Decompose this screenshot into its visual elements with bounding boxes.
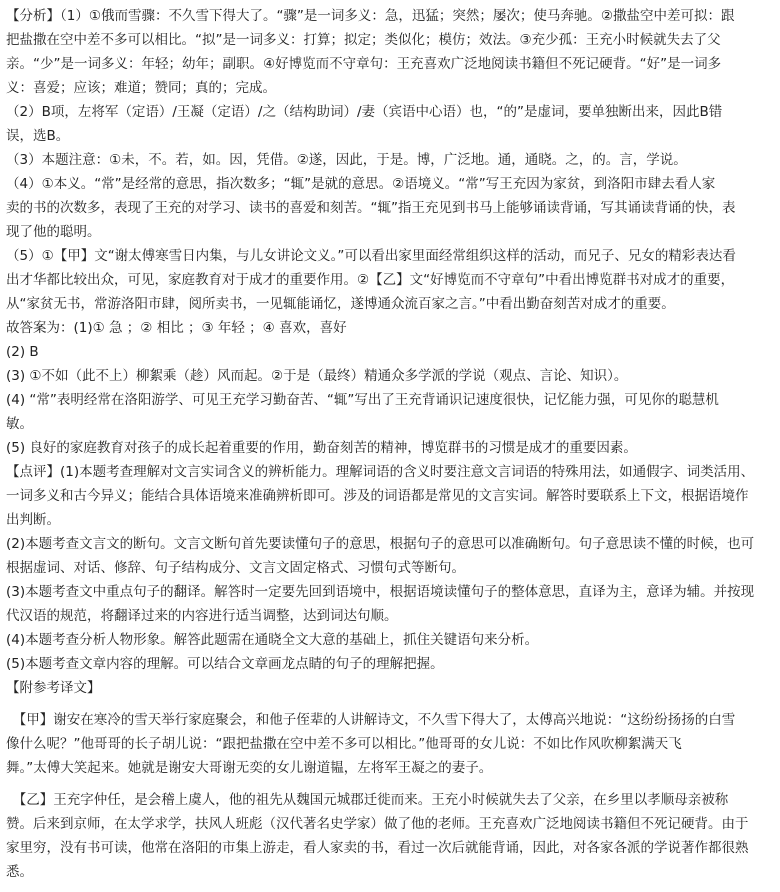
comment-line: 根据虚词、对话、修辞、句子结构成分、文言文固定格式、习惯句式等断句。: [6, 560, 465, 576]
comment-line: (4)本题考查分析人物形象。解答此题需在通晓全文大意的基础上，抓住关键语句来分析。: [6, 632, 539, 648]
translation-line: 像什么呢？”他哥哥的长子胡儿说：“跟把盐撒在空中差不多可以相比。”他哥哥的女儿说：不如比作风吹柳絮满天飞: [6, 736, 682, 752]
answer-line: (4) “常”表明经常在洛阳游学、可见王充学习勤奋苦、“辄”写出了王充背诵识记速度很快，记忆能力强，可见你的聪慧机: [6, 392, 719, 408]
comment-line: 【点评】(1)本题考查理解对文言实词含义的辨析能力。理解词语的含义时要注意文言词语的特殊用法，如通假字、词类活用、: [6, 464, 755, 480]
text-line: 义：喜爱；应该；难道；赞同；真的；完成。: [6, 80, 276, 96]
text-line: 卖的书的次数多，表现了王充的对学习、读书的喜爱和刻苦。“辄”指王充见到书马上能够诵读背诵，写其诵读背诵的快，表: [6, 200, 736, 216]
translation-line: 舞。”太傅大笑起来。她就是谢安大哥谢无奕的女儿谢道韫，左将军王凝之的妻子。: [6, 760, 493, 776]
text-line: 从“家贫无书，常游洛阳市肆，阅所卖书，一见辄能诵忆，遂博通众流百家之言。”中看出勤奋刻苦对成才的重要。: [6, 296, 675, 312]
text-line: 误，选B。: [6, 128, 70, 144]
translation-line: 家里穷，没有书可读，他常在洛阳的市集上游走，看人家卖的书，看过一次后就能背诵，因此，对各家各派的学说著作都很熟: [6, 840, 749, 856]
translation-line: 【乙】王充字仲任，是会稽上虞人，他的祖先从魏国元城郡迁徙而来。王充小时候就失去了父亲，在乡里以孝顺母亲被称: [6, 792, 729, 808]
comment-line: (5)本题考查文章内容的理解。可以结合文章画龙点睛的句子的理解把握。: [6, 656, 444, 672]
translation-line: 悉。: [6, 864, 33, 880]
text-line: （2）B项，左将军（定语）/王凝（定语）/之（结构助词）/妻（宾语中心语）也，“的”是虚词，要单独断出来，因此B错: [6, 104, 723, 120]
comment-line: 出判断。: [6, 512, 60, 528]
text-line: （4）①本义。“常”是经常的意思，指次数多；“辄”是就的意思。②语境义。“常”写王充因为家贫，到洛阳市肆去看人家: [6, 176, 716, 192]
comment-line: 代汉语的规范，将翻译过来的内容进行适当调整，达到词达句顺。: [6, 608, 398, 624]
answer-line: (5) 良好的家庭教育对孩子的成长起着重要的作用，勤奋刻苦的精神，博览群书的习惯是成才的重要因素。: [6, 440, 637, 456]
comment-line: 一词多义和古今异义；能结合具体语境来准确辨析即可。涉及的词语都是常见的文言实词。解答时要联系上下文，根据语境作: [6, 488, 749, 504]
text-line: （3）本题注意：①未，不。若，如。因，凭借。②遂，因此，于是。博，广泛地。通，通晓。之，的。言，学说。: [6, 152, 687, 168]
answer-line: (3) ①不如（此不上）柳絮乘（趁）风而起。②于是（最终）精通众多学派的学说（观点、言论、知识）。: [6, 368, 628, 384]
text-line: 把盐撒在空中差不多可以相比。“拟”是一词多义：打算；拟定；类似化；模仿；效法。③充少孤：王充小时候就失去了父: [6, 32, 721, 48]
comment-line: (3)本题考查文中重点句子的翻译。解答时一定要先回到语境中，根据语境读懂句子的整体意思，直译为主，意译为辅。并按现: [6, 584, 755, 600]
answer-line: (2) B: [6, 344, 39, 360]
text-line: 【分析】（1）①俄而雪骤：不久雪下得大了。“骤”是一词多义：急，迅猛；突然；屡次；使马奔驰。②撒盐空中差可拟：跟: [6, 8, 735, 24]
section-heading: 【附参考译文】: [6, 680, 101, 696]
text-line: 出才华都比较出众，可见，家庭教育对于成才的重要作用。②【乙】文“好博览而不守章句”中看出博览群书对成才的重要，: [6, 272, 735, 288]
text-line: 亲。“少”是一词多义：年轻；幼年；副职。④好博览而不守章句：王充喜欢广泛地阅读书籍但不死记硬背。“好”是一词多: [6, 56, 722, 72]
answer-line: 故答案为：(1)① 急 ；② 相比 ；③ 年轻 ；④ 喜欢，喜好: [6, 320, 347, 336]
comment-line: (2)本题考查文言文的断句。文言文断句首先要读懂句子的意思，根据句子的意思可以准确断句。句子意思读不懂的时候，也可: [6, 536, 755, 552]
translation-line: 【甲】谢安在寒冷的雪天举行家庭聚会，和他子侄辈的人讲解诗文，不久雪下得大了，太傅高兴地说：“这纷纷扬扬的白雪: [6, 712, 736, 728]
text-line: （5）①【甲】文“谢太傅寒雪日内集，与儿女讲论文义。”可以看出家里面经常组织这样的活动，而兄子、兄女的精彩表达看: [6, 248, 736, 264]
spacer: [6, 700, 774, 708]
text-line: 现了他的聪明。: [6, 224, 101, 240]
answer-line: 敏。: [6, 416, 33, 432]
spacer: [6, 780, 774, 788]
translation-line: 赞。后来到京师，在太学求学，扶风人班彪（汉代著名史学家）做了他的老师。王充喜欢广泛地阅读书籍但不死记硬背。由于: [6, 816, 749, 832]
